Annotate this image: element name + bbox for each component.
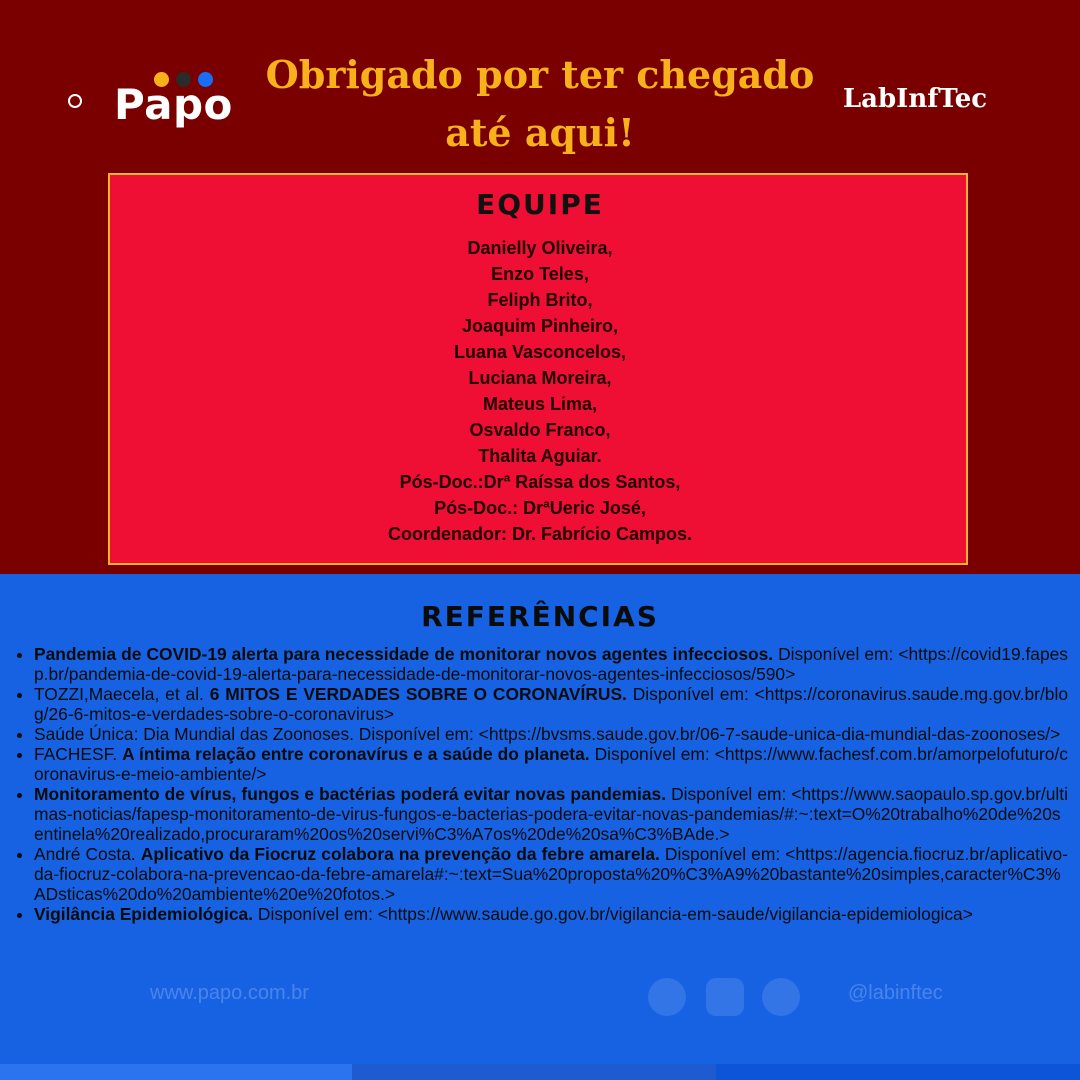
- reference-text: FACHESF.: [34, 744, 123, 764]
- reference-item: [34, 684, 1068, 724]
- reference-title: Pandemia de COVID-19 alerta para necessidade de monitorar novos agentes infecciosos.: [34, 644, 774, 664]
- team-member: Luana Vasconcelos,: [453, 342, 627, 362]
- team-member: Coordenador: Dr. Fabrício Campos.: [387, 524, 693, 544]
- reference-text: André Costa.: [34, 844, 141, 864]
- facebook-icon: [648, 978, 686, 1016]
- references-title: REFERÊNCIAS: [421, 600, 659, 633]
- team-member: Danielly Oliveira,: [467, 238, 613, 258]
- headline-line: Obrigado por ter chegado: [265, 52, 815, 97]
- twitter-icon: [762, 978, 800, 1016]
- reference-text: Saúde Única: Dia Mundial das Zoonoses. Disponível em: <https://bvsms.saude.gov.br/06-7-saude-unica-dia-mundial-das-zoonoses/>: [34, 724, 1061, 744]
- team-member: Osvaldo Franco,: [469, 420, 611, 440]
- reference-item: [34, 784, 1068, 844]
- reference-text: Disponível em: <https://covid19.fapesp.br/pandemia-de-covid-19-alerta-para-necessidade-de-monitorar-novos-agentes-infecciosos/590>: [34, 644, 1068, 684]
- watermark-site: www.papo.com.br: [150, 982, 309, 1004]
- reference-item: [34, 744, 1068, 784]
- reference-item: [34, 724, 1068, 744]
- team-member: Enzo Teles,: [491, 264, 589, 284]
- reference-text: TOZZI,Maecela, et al.: [34, 684, 210, 704]
- reference-item: [34, 644, 1068, 684]
- reference-title: Monitoramento de vírus, fungos e bactérias poderá evitar novas pandemias.: [34, 784, 667, 804]
- team-list: [110, 235, 970, 547]
- team-member: Pós-Doc.:Drª Raíssa dos Santos,: [399, 472, 681, 492]
- reference-text: Disponível em: <https://coronavirus.saude.mg.gov.br/blog/26-6-mitos-e-verdades-sobre-o-coronavirus>: [34, 684, 1069, 724]
- reference-text: Disponível em: <https://www.saude.go.gov.br/vigilancia-em-saude/vigilancia-epidemiologica>: [253, 904, 973, 924]
- reference-text: Disponível em: <https://www.fachesf.com.br/amorpelofuturo/coronavirus-e-meio-ambiente/>: [34, 744, 1068, 784]
- references-list: [14, 644, 1068, 924]
- footer-strip: [352, 1064, 716, 1080]
- brand-name: LabInfTec: [842, 84, 988, 114]
- reference-title: Vigilância Epidemiológica.: [34, 904, 254, 924]
- reference-title: A íntima relação entre coronavírus e a saúde do planeta.: [122, 744, 590, 764]
- team-member: Luciana Moreira,: [468, 368, 612, 388]
- team-member: Pós-Doc.: DrªUeric José,: [434, 498, 646, 518]
- watermark-handle: @labinftec: [848, 982, 943, 1004]
- footer-strip: [0, 1064, 352, 1080]
- instagram-icon: [706, 978, 744, 1016]
- footer-strip: [716, 1064, 1080, 1080]
- reference-text: Disponível em: <https://agencia.fiocruz.br/aplicativo-da-fiocruz-colabora-na-prevencao-da-febre-amarela#:~:text=Sua%20proposta%20%C3%A9%20bastante%20simples,caracter%C3%ADsticas%20do%20ambiente%20e%20fotos.>: [34, 844, 1068, 904]
- reference-item: [34, 844, 1068, 904]
- team-member: Joaquim Pinheiro,: [461, 316, 619, 336]
- team-member: Mateus Lima,: [482, 394, 598, 414]
- ring-icon: [68, 94, 82, 108]
- papo-logo: Papo: [114, 80, 233, 129]
- reference-title: 6 MITOS E VERDADES SOBRE O CORONAVÍRUS.: [209, 684, 627, 704]
- reference-text: Disponível em: <https://www.saopaulo.sp.gov.br/ultimas-noticias/fapesp-monitoramento-de-virus-fungos-e-bacterias-podera-evitar-novas-pandemias/#:~:text=O%20trabalho%20de%20sentinela%20realizado,procuraram%20os%20servi%C3%A7os%20de%20sa%C3%BAde.>: [34, 784, 1068, 844]
- reference-title: Aplicativo da Fiocruz colabora na prevenção da febre amarela.: [140, 844, 660, 864]
- headline-line: até aqui!: [445, 110, 635, 155]
- headline: [250, 46, 830, 162]
- reference-item: [34, 904, 1068, 924]
- team-title: EQUIPE: [476, 188, 604, 221]
- team-member: Thalita Aguiar.: [478, 446, 602, 466]
- team-member: Feliph Brito,: [487, 290, 593, 310]
